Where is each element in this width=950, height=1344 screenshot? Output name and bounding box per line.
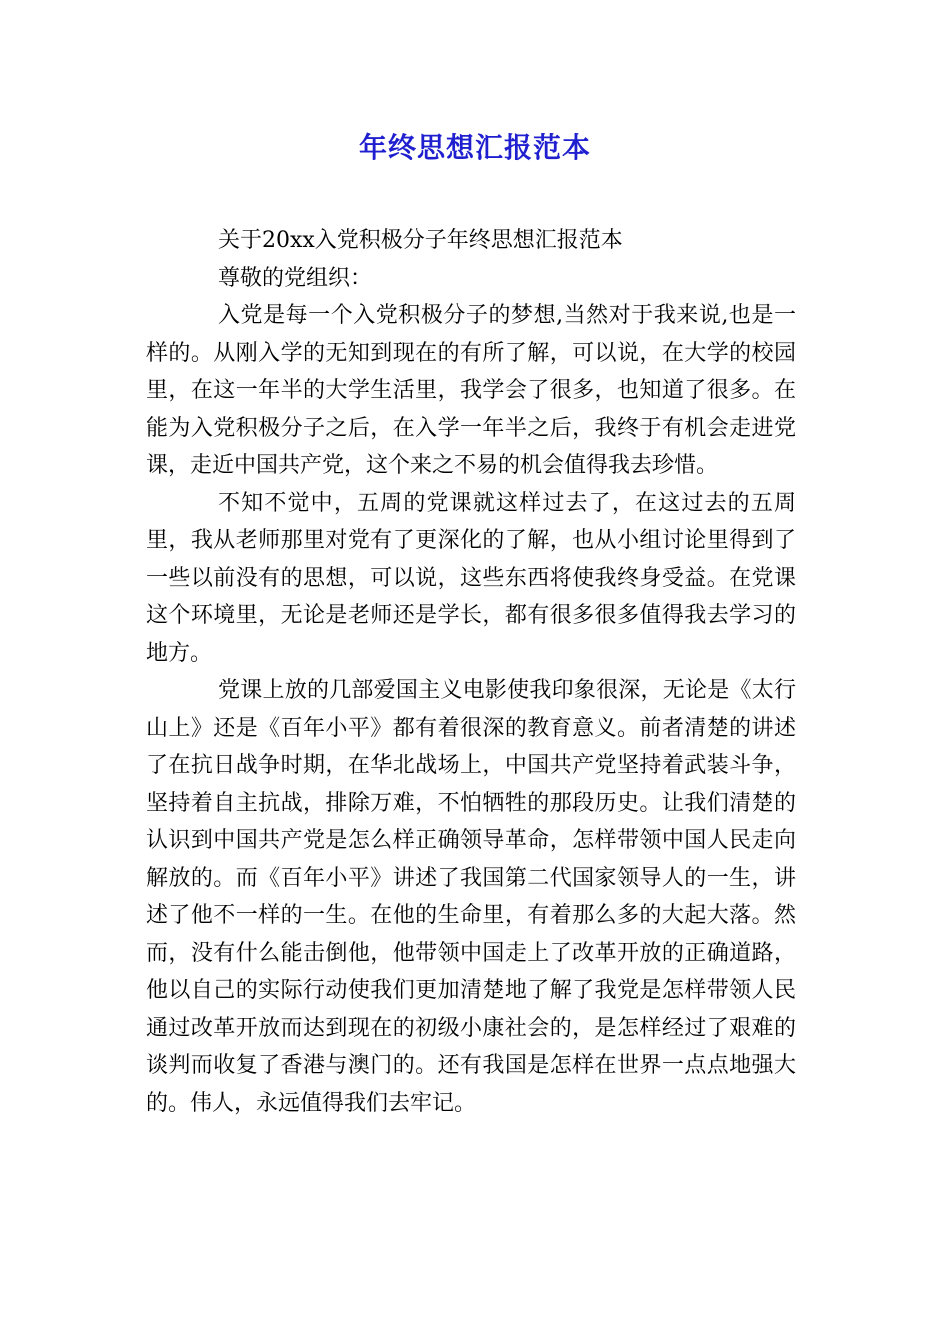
- salutation: 尊敬的党组织：: [218, 265, 373, 291]
- document-subtitle: 关于20xx入党积极分子年终思想汇报范本: [218, 228, 623, 253]
- document-body: [146, 222, 796, 1122]
- paragraph-1: 入党是每一个入党积极分子的梦想,当然对于我来说,也是一样的。从刚入学的无知到现在的有所了解，可以说，在大学的校园里，在这一年半的大学生活里，我学会了很多，也知道了很多。在能为入党积极分子之后，在入学一年半之后，我终于有机会走进党课，走近中国共产党，这个来之不易的机会值得我去珍惜。: [146, 303, 796, 478]
- paragraph-2: 不知不觉中，五周的党课就这样过去了，在这过去的五周里，我从老师那里对党有了更深化的了解，也从小组讨论里得到了一些以前没有的思想，可以说，这些东西将使我终身受益。在党课这个环境里，无论是老师还是学长，都有很多很多值得我去学习的地方。: [146, 490, 796, 666]
- document-title: 年终思想汇报范本: [358, 131, 591, 164]
- paragraph-3: 党课上放的几部爱国主义电影使我印象很深，无论是《太行山上》还是《百年小平》都有着很深的教育意义。前者清楚的讲述了在抗日战争时期，在华北战场上，中国共产党坚持着武装斗争，坚持着自主抗战，排除万难，不怕牺牲的那段历史。让我们清楚的认识到中国共产党是怎么样正确领导革命，怎样带领中国人民走向解放的。而《百年小平》讲述了我国第二代国家领导人的一生，讲述了他不一样的一生。在他的生命里，有着那么多的大起大落。然而，没有什么能击倒他，他带领中国走上了改革开放的正确道路，他以自己的实际行动使我们更加清楚地了解了我党是怎样带领人民通过改革开放而达到现在的初级小康社会的，是怎样经过了艰难的谈判而收复了香港与澳门的。还有我国是怎样在世界一点点地强大的。伟人，永远值得我们去牢记。: [146, 678, 796, 1116]
